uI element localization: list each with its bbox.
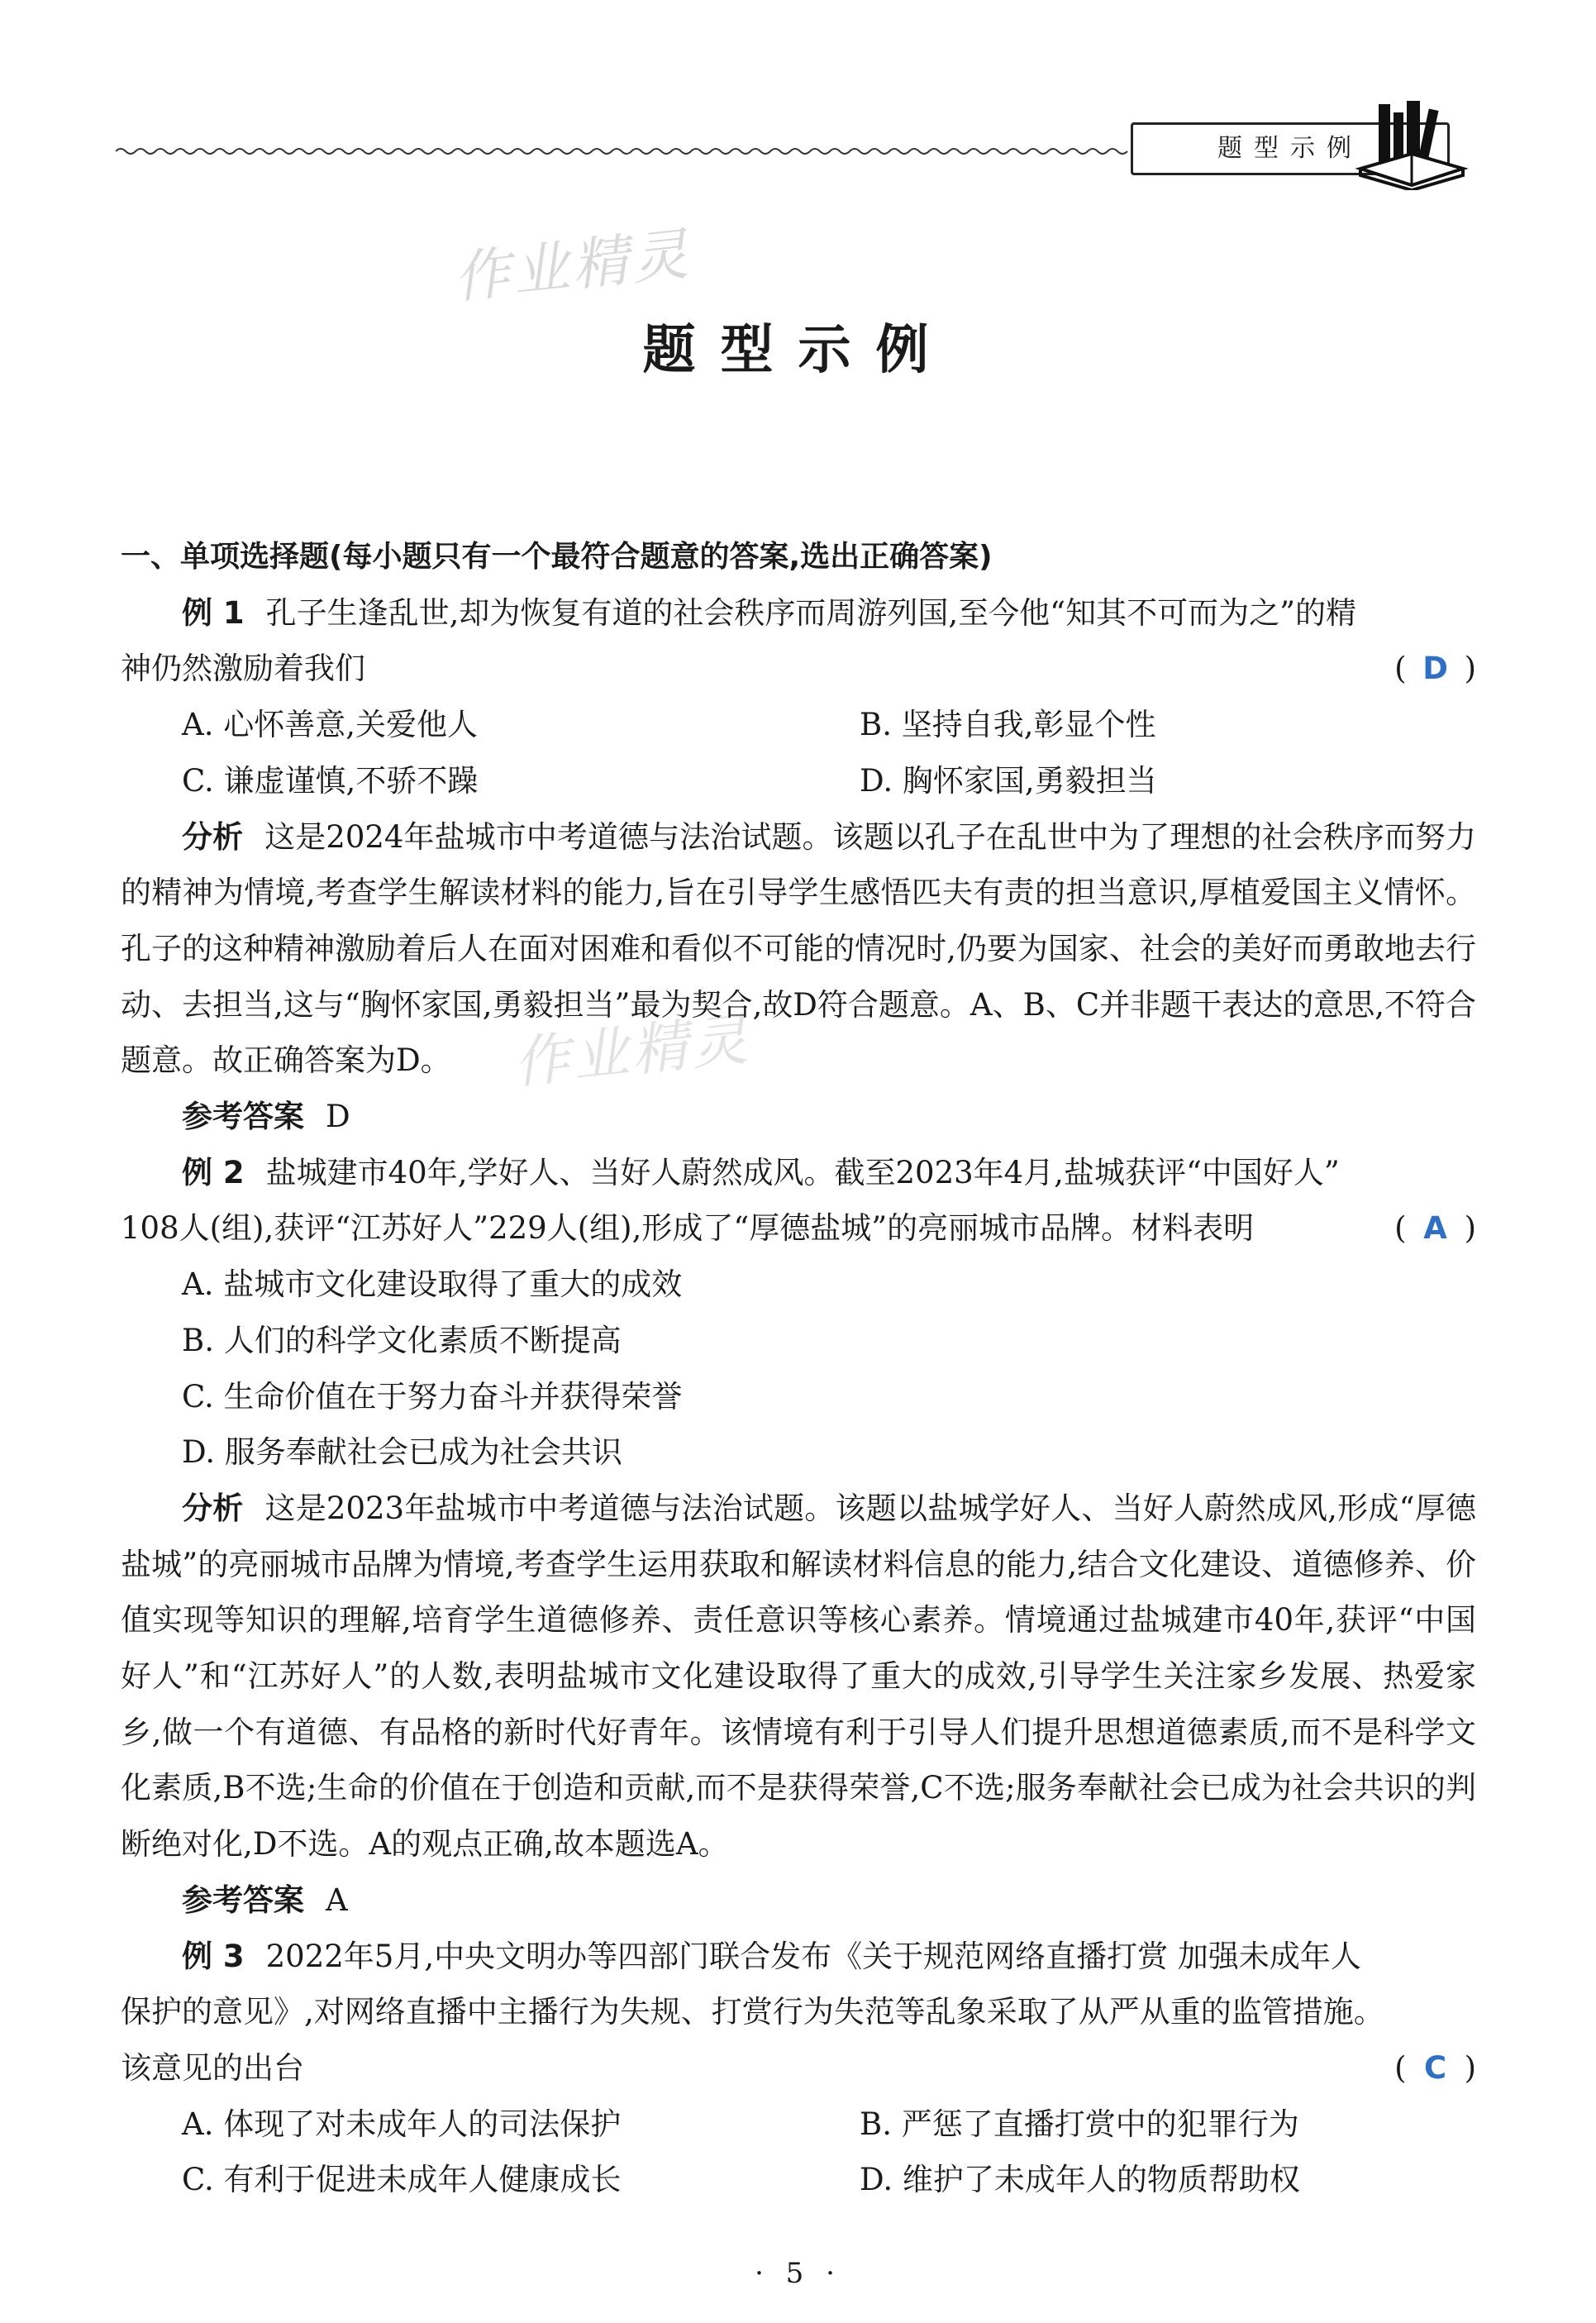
option: D. 维护了未成年人的物质帮助权 — [860, 2162, 1300, 2198]
options — [121, 1257, 1476, 1481]
option: A. 心怀善意,关爱他人 — [182, 707, 479, 743]
running-header — [116, 106, 1471, 197]
option: C. 谦虚谨慎,不骄不躁 — [182, 762, 479, 799]
analysis-text: 这是2023年盐城市中考道德与法治试题。该题以盐城学好人、当好人蔚然成风,形成“厚德盐城”的亮丽城市品牌为情境,考查学生运用获取和解读材料信息的能力,结合文化建设、道德修养、价值实现等知识的理解,培育学生道德修养、责任意识等核心素养。情境通过盐城建市40年,获评“中国好人”和“江苏好人”的人数,表明盐城市文化建设取得了重大的成效,引导学生关注家乡发展、热爱家乡,做一个有道德、有品格的新时代好青年。该情境有利于引导人们提升思想道德素质,而不是科学文化素质,B不选;生命的价值在于创造和贡献,而不是获得荣誉,C不选;服务奉献社会已成为社会共识的判断绝对化,D不选。A的观点正确,故本题选A。 — [121, 1490, 1477, 1863]
example-stem — [121, 1929, 1476, 1985]
stem-line: 该意见的出台 — [121, 2049, 304, 2086]
example-stem — [121, 585, 1476, 642]
example-label: 例 3 — [182, 1938, 245, 1974]
answer-bracket: ( D ) — [1394, 641, 1476, 697]
answer-letter: C — [1423, 2049, 1447, 2086]
option: B. 严惩了直播打赏中的犯罪行为 — [860, 2106, 1299, 2142]
option: D. 胸怀家国,勇毅担当 — [860, 762, 1157, 799]
answer-letter: A — [1423, 1210, 1447, 1247]
stem-line: 108人(组),获评“江苏好人”229人(组),形成了“厚德盐城”的亮丽城市品牌。材料表明 — [121, 1210, 1255, 1247]
reference-label: 参考答案 — [182, 1882, 304, 1918]
page-number: · 5 · — [755, 2257, 841, 2290]
analysis — [121, 1481, 1476, 1872]
example-stem — [121, 1145, 1476, 1201]
example-stem-line — [121, 641, 1476, 697]
answer-bracket: ( A ) — [1394, 1200, 1476, 1257]
options — [121, 2096, 1476, 2208]
analysis-label: 分析 — [182, 1490, 244, 1526]
watermark: 作业精灵 — [510, 1007, 754, 1097]
stem-line: 盐城建市40年,学好人、当好人蔚然成风。截至2023年4月,盐城获评“中国好人” — [265, 1154, 1340, 1190]
reference-value: D — [326, 1099, 350, 1135]
options — [121, 697, 1476, 809]
analysis-label: 分析 — [182, 818, 244, 855]
reference-answer — [121, 1872, 1476, 1929]
wavy-rule — [116, 139, 1132, 164]
reference-value: A — [326, 1882, 348, 1918]
header-tab-label: 题型示例 — [1131, 122, 1450, 175]
example-label: 例 1 — [182, 594, 245, 631]
section-title: 一、单项选择题(每小题只有一个最符合题意的答案,选出正确答案) — [121, 540, 993, 574]
analysis-text: 这是2024年盐城市中考道德与法治试题。该题以孔子在乱世中为了理想的社会秩序而努力的精神为情境,考查学生解读材料的能力,旨在引导学生感悟匹夫有责的担当意识,厚植爱国主义情怀。孔子的这种精神激励着后人在面对困难和看似不可能的情况时,仍要为国家、社会的美好而勇敢地去行动、去担当,这与“胸怀家国,勇毅担当”最为契合,故D符合题意。A、B、C并非题干表达的意思,不符合题意。故正确答案为D。 — [121, 818, 1476, 1079]
stem-line: 2022年5月,中央文明办等四部门联合发布《关于规范网络直播打赏 加强未成年人 — [265, 1938, 1361, 1974]
option: A. 盐城市文化建设取得了重大的成效 — [182, 1266, 683, 1303]
watermark: 作业精灵 — [450, 222, 694, 312]
answer-bracket: ( C ) — [1394, 2040, 1476, 2096]
analysis — [121, 809, 1476, 1090]
reference-answer — [121, 1089, 1476, 1145]
option: B. 人们的科学文化素质不断提高 — [182, 1322, 622, 1358]
option: C. 生命价值在于努力奋斗并获得荣誉 — [182, 1378, 683, 1414]
example-stem-line — [121, 2040, 1476, 2096]
option: C. 有利于促进未成年人健康成长 — [182, 2162, 622, 2198]
example-label: 例 2 — [182, 1154, 245, 1190]
page-title: 题型示例 — [642, 320, 954, 381]
stem-line: 神仍然激励着我们 — [121, 651, 365, 687]
stem-line: 孔子生逢乱世,却为恢复有道的社会秩序而周游列国,至今他“知其不可而为之”的精 — [265, 594, 1356, 631]
option: B. 坚持自我,彰显个性 — [860, 707, 1156, 743]
answer-letter: D — [1422, 651, 1448, 687]
example-stem-line: 保护的意见》,对网络直播中主播行为失规、打赏行为失范等乱象采取了从严从重的监管措施。 — [121, 1994, 1384, 2030]
option: D. 服务奉献社会已成为社会共识 — [182, 1434, 622, 1471]
reference-label: 参考答案 — [182, 1099, 304, 1135]
example-stem-line — [121, 1200, 1476, 1257]
main-content — [121, 529, 1476, 2208]
option: A. 体现了对未成年人的司法保护 — [182, 2106, 622, 2142]
books-icon — [1354, 99, 1470, 190]
